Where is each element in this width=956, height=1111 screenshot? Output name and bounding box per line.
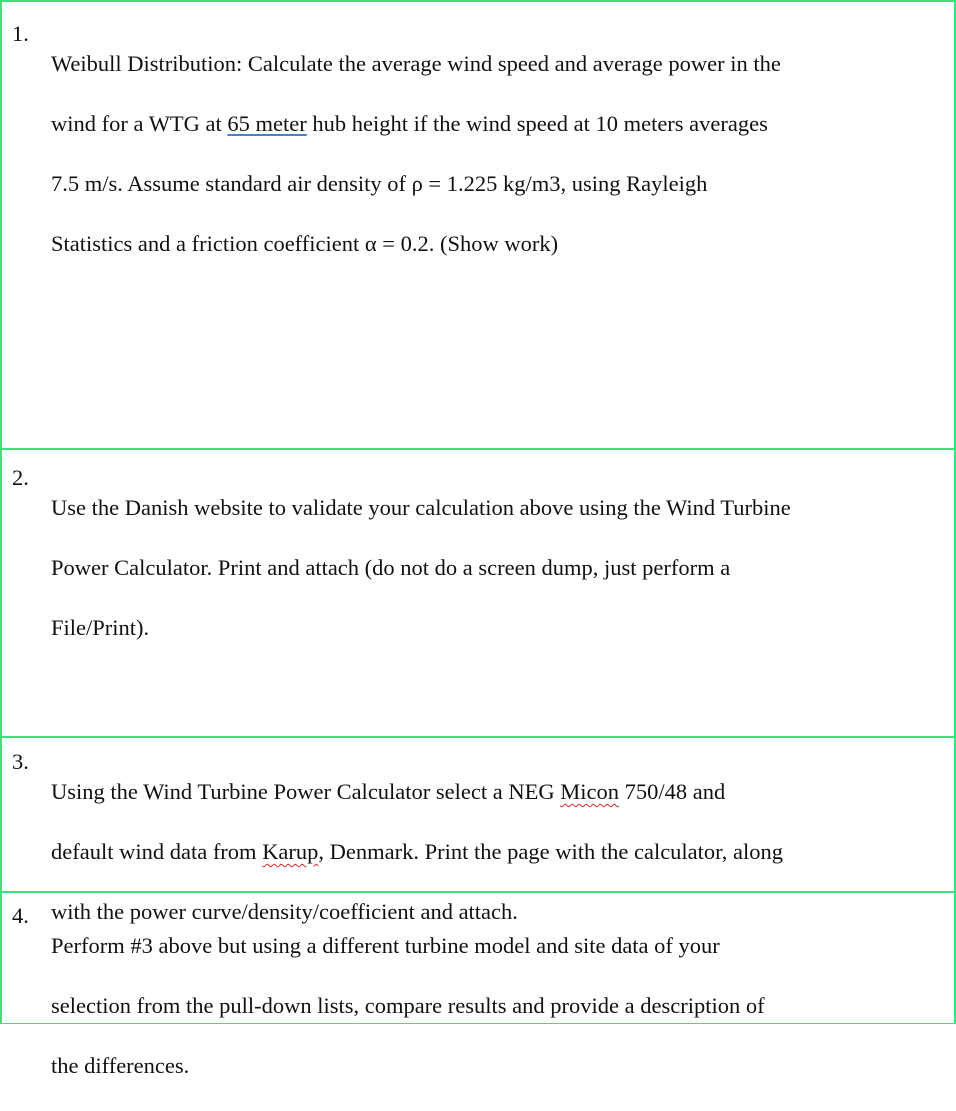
question-text: Using the Wind Turbine Power Calculator select a NEG Micon 750/48 and default wind data from Karup, Denmark. Print the page with the calculator, along with the power curve/density/coefficient and attach. [51,779,784,924]
question-text: Use the Danish website to validate your calculation above using the Wind Turbine Power Calculator. Print and attach (do not do a screen dump, just perform a File/Print). [51,495,791,640]
spellcheck-flagged-word: Karup [262,839,319,864]
question-number: 2. [12,465,29,490]
question-number: 1. [12,21,29,46]
spellcheck-flagged-word: Micon [560,779,619,804]
question-number: 3. [12,749,29,774]
question-4-section [2,891,954,1078]
question-3-section [2,736,954,924]
question-text: Perform #3 above but using a different turbine model and site data of your selection from the pull-down lists, compare results and provide a description of the differences. [51,933,765,1078]
question-text: Weibull Distribution: Calculate the average wind speed and average power in the wind for a WTG at 65 meter hub height if the wind speed at 10 meters averages 7.5 m/s. Assume standard air density of ρ = 1.225 kg/m3, using Rayleigh Statistics and a friction coefficient α = 0.2. (Show work) [51,51,781,256]
question-2-section [2,448,954,738]
question-number: 4. [12,903,29,928]
hub-height-term: 65 meter [227,111,307,136]
question-1-section [2,2,954,448]
